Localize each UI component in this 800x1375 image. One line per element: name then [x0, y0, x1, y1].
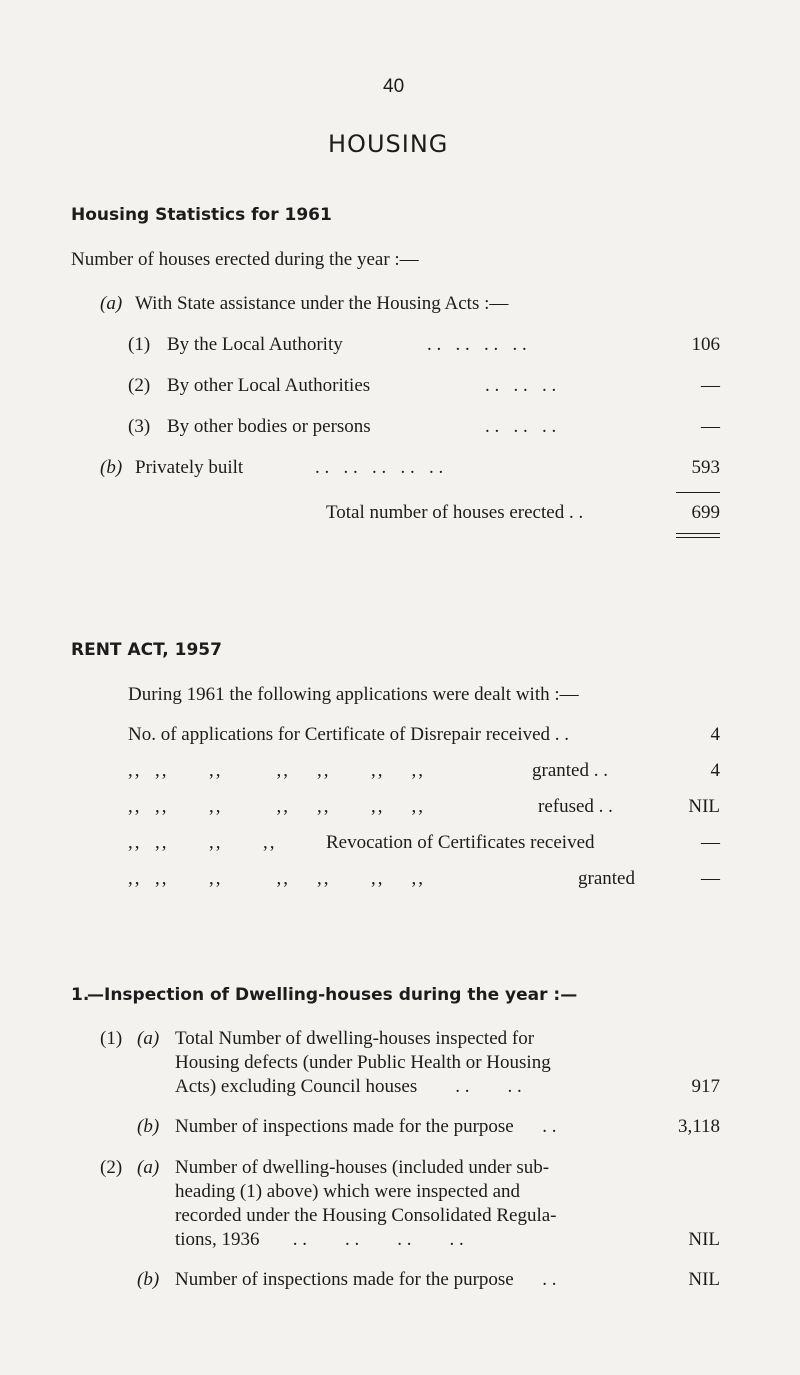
rent-row-value: 4: [710, 724, 720, 745]
item-leader: . . . . . .: [485, 375, 557, 396]
inspection-num: (1): [100, 1028, 123, 1049]
item-label: By other Local Authorities: [167, 375, 371, 396]
rent-act-heading: RENT ACT, 1957: [71, 640, 222, 660]
housing-stats-heading: Housing Statistics for 1961: [71, 205, 332, 225]
rent-row-text: No. of applications for Certificate of Disrepair received . .: [128, 724, 570, 745]
inspection-line: Total Number of dwelling-houses inspected for: [175, 1028, 535, 1049]
inspection-value: NIL: [688, 1269, 720, 1290]
inspection-sub: (a): [137, 1157, 160, 1178]
inspection-num: (2): [100, 1157, 123, 1178]
inspection-line: heading (1) above) which were inspected and: [175, 1181, 521, 1202]
total-label: Total number of houses erected . .: [326, 502, 584, 523]
item-label: By the Local Authority: [167, 334, 343, 355]
inspection-line: recorded under the Housing Consolidated Regula-: [175, 1205, 557, 1226]
inspection-heading: —Inspection of Dwelling-houses during the year :—: [87, 985, 578, 1005]
inspection-line: Housing defects (under Public Health or Housing: [175, 1052, 551, 1073]
total-double-rule: [676, 537, 720, 538]
sub-b-marker: (b): [100, 457, 123, 478]
rent-row-ditto: ,, ,, ,, ,, ,, ,, ,,: [128, 868, 425, 889]
rent-row-ditto: ,, ,, ,, ,, ,, ,, ,,: [128, 760, 425, 781]
inspection-sub: (b): [137, 1116, 160, 1137]
item-leader: . . . . . . . .: [427, 334, 527, 355]
inspection-line: Acts) excluding Council houses . . . .: [175, 1076, 522, 1097]
inspection-value: NIL: [688, 1229, 720, 1250]
total-double-rule: [676, 533, 720, 534]
rent-row-value: —: [701, 868, 720, 889]
inspection-value: 3,118: [677, 1116, 720, 1137]
item-leader: . . . . . .: [485, 416, 557, 437]
item-value: —: [701, 416, 720, 437]
rent-row-value: —: [701, 832, 720, 853]
rent-row-text: granted: [578, 868, 635, 889]
item-value: 106: [691, 334, 720, 355]
item-num: (3): [128, 416, 151, 437]
rent-row-text: granted . .: [532, 760, 608, 781]
item-label: By other bodies or persons: [167, 416, 371, 437]
sum-rule: [676, 492, 720, 493]
total-value: 699: [691, 502, 720, 523]
item-num: (1): [128, 334, 151, 355]
rent-row-value: NIL: [688, 796, 720, 817]
sub-b-value: 593: [691, 457, 720, 478]
sub-b-leader: . . . . . . . . . .: [315, 457, 444, 478]
inspection-line: Number of dwelling-houses (included under sub-: [175, 1157, 550, 1178]
rent-row-text: Revocation of Certificates received: [326, 832, 595, 853]
item-num: (2): [128, 375, 151, 396]
page-title: HOUSING: [328, 130, 449, 158]
page-number: 40: [383, 76, 405, 97]
inspection-line: Number of inspections made for the purpose . .: [175, 1116, 557, 1137]
rent-row-ditto: ,, ,, ,, ,, ,, ,, ,,: [128, 796, 425, 817]
inspection-value: 917: [691, 1076, 720, 1097]
sub-b-label: Privately built: [135, 457, 244, 478]
rent-row-text: refused . .: [538, 796, 613, 817]
inspection-sub: (a): [137, 1028, 160, 1049]
rent-row-value: 4: [710, 760, 720, 781]
rent-act-intro: During 1961 the following applications were dealt with :—: [128, 684, 579, 705]
sub-a-text: With State assistance under the Housing Acts :—: [135, 293, 509, 314]
item-value: —: [701, 375, 720, 396]
housing-stats-intro: Number of houses erected during the year :—: [71, 249, 419, 270]
inspection-sub: (b): [137, 1269, 160, 1290]
inspection-line: Number of inspections made for the purpose . .: [175, 1269, 557, 1290]
sub-a-marker: (a): [100, 293, 123, 314]
inspection-heading-number: 1.: [71, 985, 90, 1005]
rent-row-ditto: ,, ,, ,, ,,: [128, 832, 277, 853]
inspection-line: tions, 1936 . . . . . . . .: [175, 1229, 464, 1250]
